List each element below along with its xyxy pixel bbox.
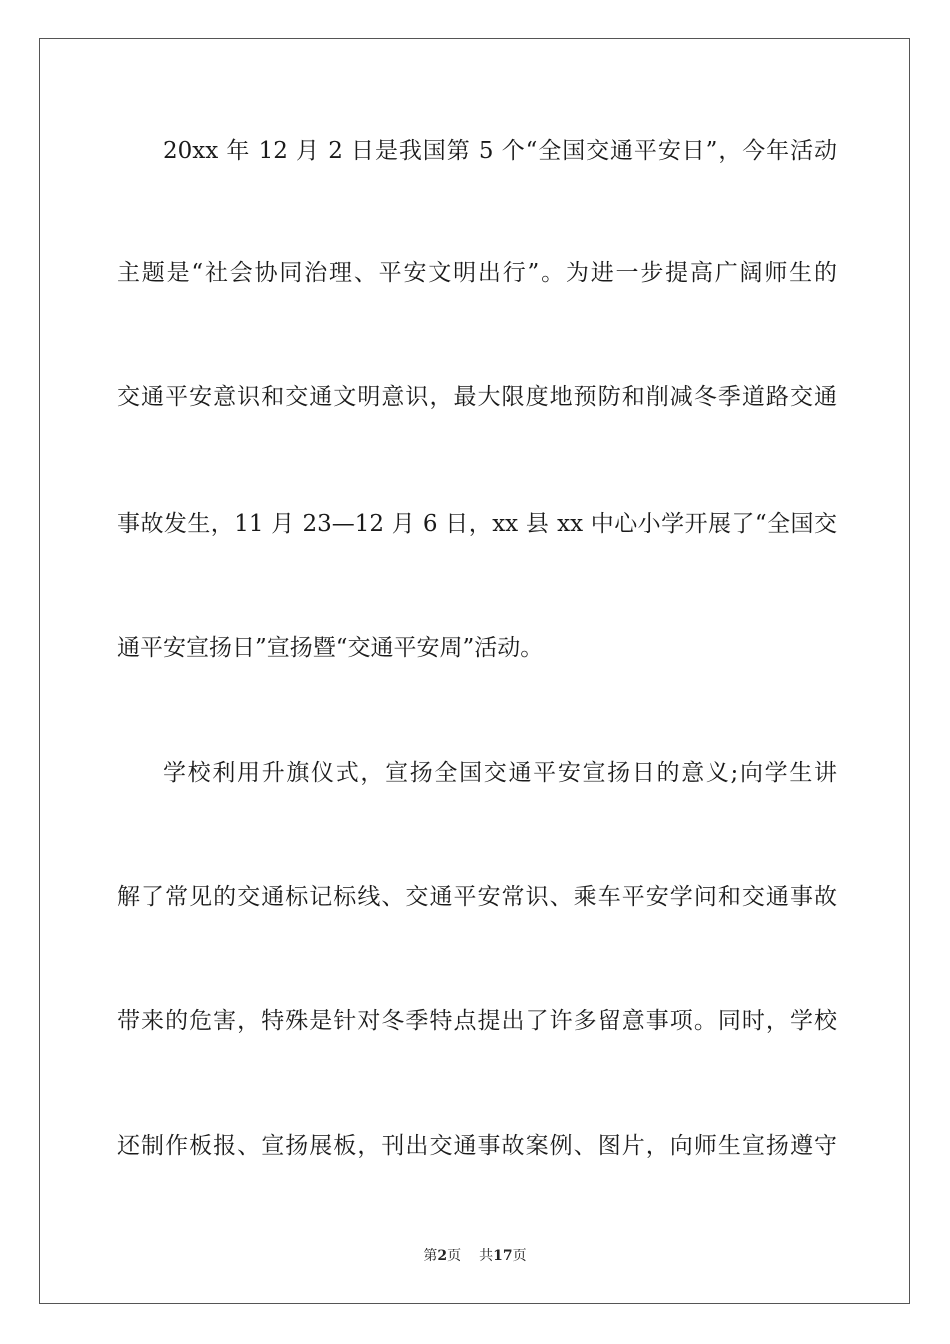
- total-pages: 17: [493, 1248, 513, 1264]
- total-prefix: 共: [479, 1248, 494, 1264]
- page-footer: [0, 1245, 950, 1265]
- text-line: 交通平安意识和交通文明意识，最大限度地预防和削减冬季道路交通: [117, 384, 837, 410]
- text-line: 解了常见的交通标记标线、交通平安常识、乘车平安学问和交通事故: [117, 884, 837, 910]
- text-line: 学校利用升旗仪式，宣扬全国交通平安宣扬日的意义;向学生讲: [163, 760, 837, 786]
- text-line: 事故发生，11 月 23—12 月 6 日，xx 县 xx 中心小学开展了“全国交: [117, 511, 837, 537]
- document-page: [39, 38, 910, 1304]
- text-line: 主题是“社会协同治理、平安文明出行”。为进一步提高广阔师生的: [117, 260, 837, 286]
- text-line: 通平安宣扬日”宣扬暨“交通平安周”活动。: [117, 635, 544, 661]
- page-number: 2: [437, 1248, 448, 1264]
- page-suffix: 页: [447, 1248, 462, 1264]
- text-line: 带来的危害，特殊是针对冬季特点提出了许多留意事项。同时，学校: [117, 1008, 837, 1034]
- text-line: 20xx 年 12 月 2 日是我国第 5 个“全国交通平安日”，今年活动: [163, 138, 837, 164]
- page-prefix: 第: [423, 1248, 438, 1264]
- total-suffix: 页: [512, 1248, 527, 1264]
- text-line: 还制作板报、宣扬展板，刊出交通事故案例、图片，向师生宣扬遵守: [117, 1133, 837, 1159]
